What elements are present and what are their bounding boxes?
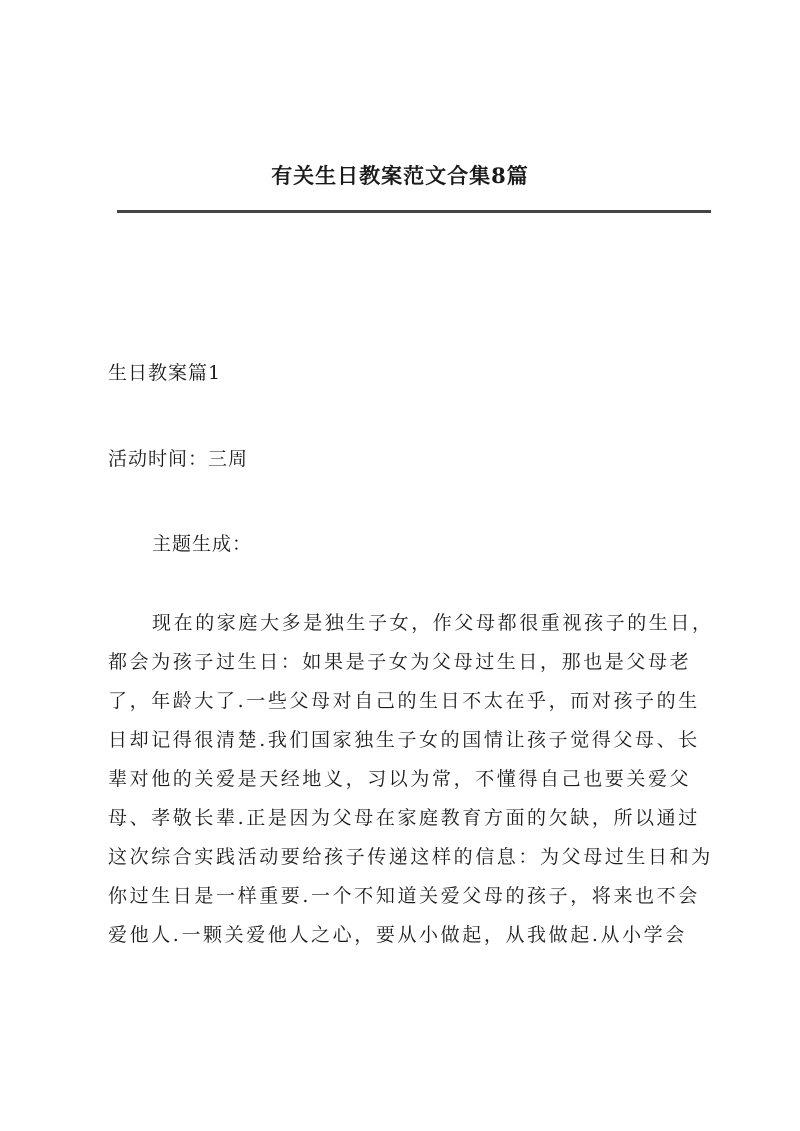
document-title: 有关生日教案范文合集8篇 [271, 163, 529, 188]
paragraph-line: 爱他人.一颗关爱他人之心，要从小做起，从我做起.从小学会 [108, 924, 687, 946]
body-paragraph [108, 604, 718, 955]
paragraph-line: 母、孝敬长辈.正是因为父母在家庭教育方面的欠缺，所以通过 [108, 807, 700, 829]
title-divider [117, 210, 711, 213]
paragraph-line: 日却记得很清楚.我们国家独生子女的国情让孩子觉得父母、长 [108, 729, 700, 751]
paragraph-line: 都会为孩子过生日：如果是子女为父母过生日，那也是父母老 [108, 651, 692, 673]
activity-time: 活动时间：三周 [108, 448, 249, 470]
subheading-theme: 主题生成： [152, 533, 253, 555]
section-heading: 生日教案篇1 [108, 362, 222, 384]
paragraph-line: 了，年龄大了.一些父母对自己的生日不太在乎，而对孩子的生 [108, 690, 700, 712]
paragraph-line: 你过生日是一样重要.一个不知道关爱父母的孩子，将来也不会 [108, 885, 700, 907]
paragraph-line: 辈对他的关爱是天经地义，习以为常，不懂得自己也要关爱父 [108, 768, 692, 790]
paragraph-line: 现在的家庭大多是独生子女，作父母都很重视孩子的生日， [152, 612, 714, 634]
paragraph-line: 这次综合实践活动要给孩子传递这样的信息：为父母过生日和为 [108, 846, 713, 868]
